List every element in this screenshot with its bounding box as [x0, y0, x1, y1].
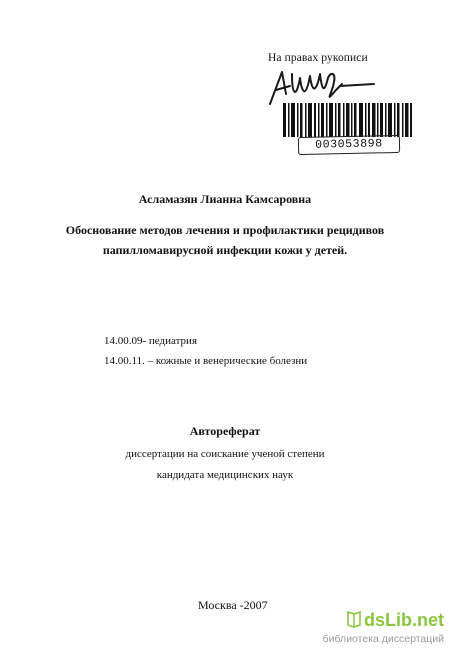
degree-purpose-line-1: диссертации на соискание ученой степени — [125, 448, 325, 460]
barcode-image — [283, 103, 413, 137]
dissertation-title-line-2: папилломавирусной инфекции кожи у детей. — [102, 243, 348, 257]
watermark-subtitle: библиотека диссертаций — [322, 633, 444, 645]
place-and-year: Москва -2007 — [198, 598, 268, 612]
specialty-code-1: 14.00.09- педиатрия — [104, 335, 198, 347]
handwritten-signature — [262, 64, 382, 108]
watermark-logo: dsLib.net — [364, 610, 444, 630]
specialty-code-2: 14.00.11. – кожные и венерические болезни — [104, 355, 308, 367]
degree-purpose-line-2: кандидата медицинских наук — [156, 469, 294, 481]
document-type: Автореферат — [189, 424, 261, 438]
rights-note: На правах рукописи — [268, 52, 368, 64]
author-name: Асламазян Лианна Камсаровна — [138, 192, 312, 206]
dissertation-title-line-1: Обоснование методов лечения и профилактики рецидивов — [65, 223, 385, 237]
barcode-number: 003053898 — [298, 135, 400, 155]
